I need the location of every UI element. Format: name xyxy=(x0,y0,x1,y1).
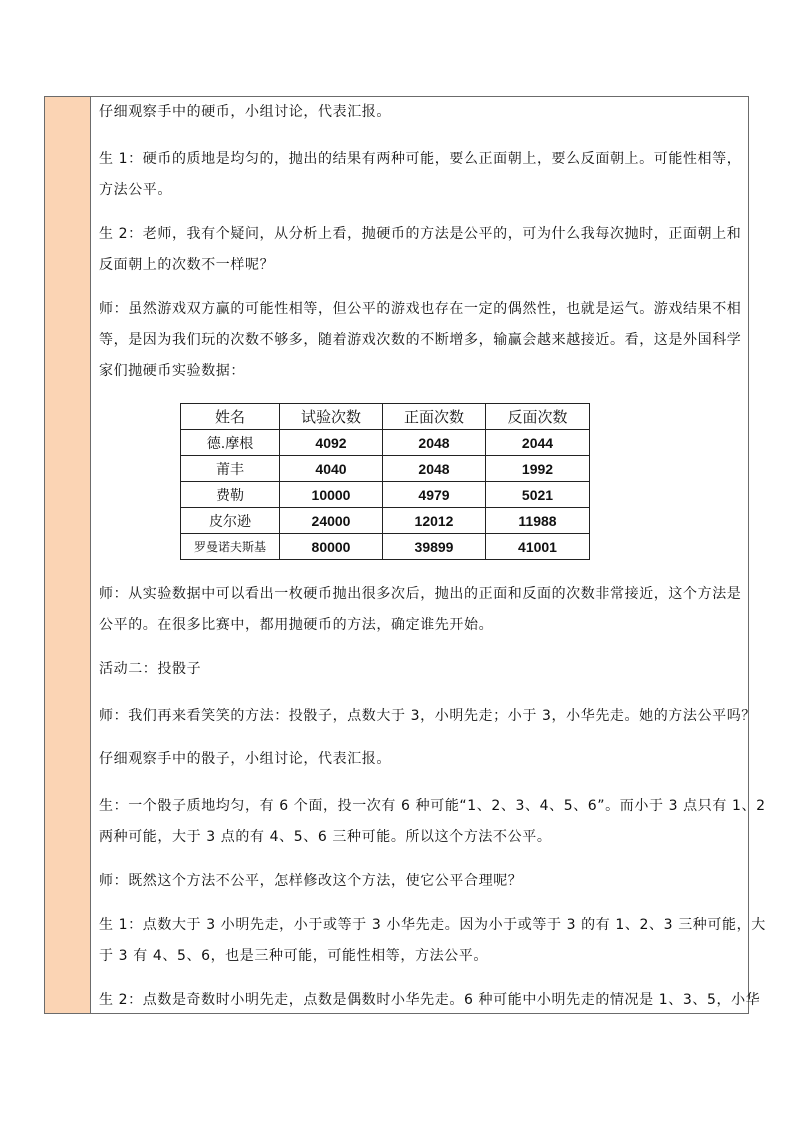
paragraph-student1-coin: 生 1：硬币的质地是均匀的，抛出的结果有两种可能，要么正面朝上，要么反面朝上。可能性相等， 方法公平。 xyxy=(99,151,742,198)
lesson-frame xyxy=(44,96,766,1014)
paragraph-student1-dice: 生 1：点数大于 3 小明先走，小于或等于 3 小华先走。因为小于或等于 3 的有 1、2、3 三种可能，大 于 3 有 4、5、6，也是三种可能，可能性相等，方法公平。 xyxy=(99,917,766,964)
header-heads: 正面次数 xyxy=(383,404,486,430)
paragraph-observe-dice: 仔细观察手中的骰子，小组讨论，代表汇报。 xyxy=(99,751,391,767)
paragraph-teacher-dice: 师：我们再来看笑笑的方法：投骰子，点数大于 3，小明先走；小于 3，小华先走。她的方法公平吗？ xyxy=(99,708,756,724)
table-row: 罗曼诺夫斯基 80000 39899 41001 xyxy=(181,534,590,560)
coin-experiment-table xyxy=(180,403,590,560)
header-trials: 试验次数 xyxy=(280,404,383,430)
header-tails: 反面次数 xyxy=(486,404,590,430)
paragraph-observe-coin: 仔细观察手中的硬币，小组讨论，代表汇报。 xyxy=(99,104,391,120)
paragraph-activity-two: 活动二：投骰子 xyxy=(99,661,202,677)
paragraph-teacher-chance: 师：虽然游戏双方赢的可能性相等，但公平的游戏也存在一定的偶然性，也就是运气。游戏结果不相 等，是因为我们玩的次数不够多，随着游戏次数的不断增多，输赢会越来越接近。看，这是外国科学 家们抛硬币实验数据： xyxy=(99,301,742,379)
table-row: 皮尔逊 24000 12012 11988 xyxy=(181,508,590,534)
side-column xyxy=(45,97,91,1013)
table-row: 莆丰 4040 2048 1992 xyxy=(181,456,590,482)
paragraph-student-dice: 生：一个骰子质地均匀，有 6 个面，投一次有 6 种可能“1、2、3、4、5、6”。而小于 3 点只有 1、2 两种可能，大于 3 点的有 4、5、6 三种可能。所以这个方法不公平。 xyxy=(99,798,766,845)
table-header-row xyxy=(181,404,590,430)
table-row: 德.摩根 4092 2048 2044 xyxy=(181,430,590,456)
lesson-content xyxy=(99,97,766,1013)
paragraph-student2-dice: 生 2：点数是奇数时小明先走，点数是偶数时小华先走。6 种可能中小明先走的情况是 1、3、5，小华 xyxy=(99,992,761,1008)
table-row: 费勒 10000 4979 5021 xyxy=(181,482,590,508)
paragraph-student2-question: 生 2：老师，我有个疑问，从分析上看，抛硬币的方法是公平的，可为什么我每次抛时，正面朝上和 反面朝上的次数不一样呢？ xyxy=(99,226,742,273)
header-name: 姓名 xyxy=(181,404,280,430)
paragraph-teacher-conclusion: 师：从实验数据中可以看出一枚硬币抛出很多次后，抛出的正面和反面的次数非常接近，这个方法是 公平的。在很多比赛中，都用抛硬币的方法，确定谁先开始。 xyxy=(99,586,742,633)
paragraph-teacher-modify: 师：既然这个方法不公平，怎样修改这个方法，使它公平合理呢？ xyxy=(99,873,523,889)
